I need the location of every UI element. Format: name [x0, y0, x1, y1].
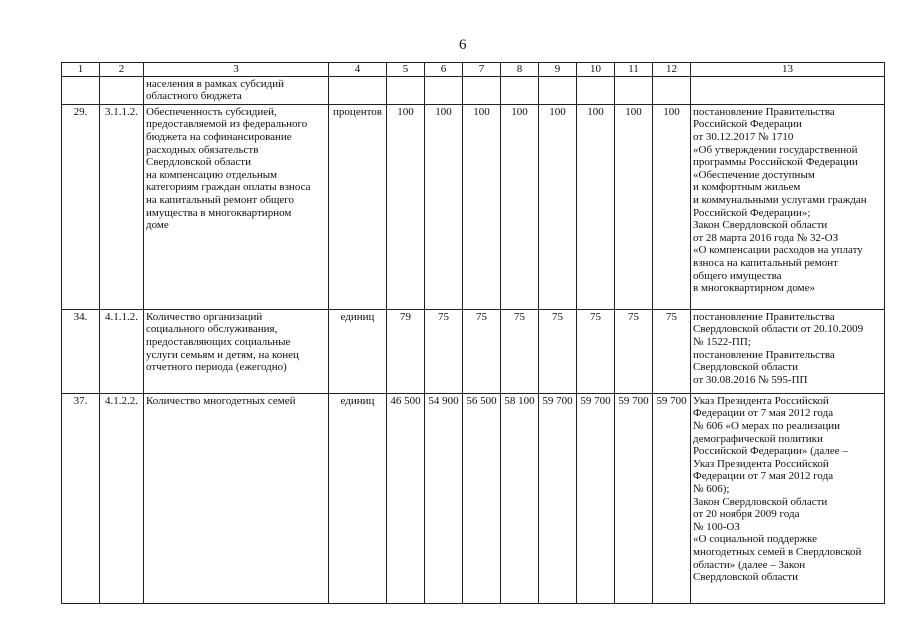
text-line: от 20 ноября 2009 года: [693, 508, 800, 521]
text-line: Свердловской области: [693, 361, 798, 374]
value-cell: 100: [539, 104, 577, 309]
text-line: «О компенсации расходов на уплату: [693, 244, 863, 257]
text-line: демографической политики: [693, 432, 823, 445]
text-line: Российской Федерации: [693, 118, 802, 131]
table-row: [62, 309, 885, 393]
text-line: Свердловской области: [693, 571, 798, 584]
text-line: № 606 «О мерах по реализации: [693, 419, 841, 432]
text-line: от 30.12.2017 № 1710: [693, 130, 794, 143]
value-cell: 75: [425, 309, 463, 393]
text-line: бюджета на софинансирование: [146, 130, 292, 143]
indicator-name-cell: [144, 76, 329, 104]
value-cell: 59 700: [653, 393, 691, 603]
value-cell: 79: [387, 309, 425, 393]
table-row: [62, 393, 885, 603]
text-line: «О социальной поддержке: [693, 533, 818, 546]
text-line: Закон Свердловской области: [693, 219, 828, 232]
text-line: № 100-ОЗ: [693, 520, 740, 533]
text-line: Российской Федерации» (далее –: [693, 445, 848, 458]
text-line: многодетных семей в Свердловской: [693, 545, 862, 558]
text-line: Федерации от 7 мая 2012 года: [693, 470, 834, 483]
text-line: Количество организаций: [146, 310, 263, 323]
source-lines: [693, 311, 882, 387]
indicator-name-cell: [144, 309, 329, 393]
column-number-cell: 3: [144, 63, 329, 77]
value-cell: 75: [577, 309, 615, 393]
text-line: взноса на капитальный ремонт: [693, 256, 838, 269]
value-cell: 75: [539, 309, 577, 393]
text-line: предоставляющих социальные: [146, 335, 291, 348]
column-number-cell: 6: [425, 63, 463, 77]
value-cell: 100: [577, 104, 615, 309]
source-cell: [691, 104, 885, 309]
value-cell: 75: [463, 309, 501, 393]
text-line: «Об утверждении государственной: [693, 143, 858, 156]
text-line: Количество многодетных семей: [146, 394, 296, 407]
indicators-table: [61, 62, 885, 604]
text-line: от 28 марта 2016 года № 32-ОЗ: [693, 231, 839, 244]
value-cell: 100: [615, 104, 653, 309]
column-number-cell: 13: [691, 63, 885, 77]
text-line: в многоквартирном доме»: [693, 282, 815, 295]
text-line: общего имущества: [693, 269, 782, 282]
page-number: 6: [459, 37, 467, 53]
text-line: на компенсацию отдельным: [146, 168, 278, 181]
column-number-header-row: [62, 63, 885, 77]
text-line: от 30.08.2016 № 595-ПП: [693, 373, 808, 386]
indicator-name-cell: [144, 104, 329, 309]
code-cell: 4.1.1.2.: [100, 309, 144, 393]
text-line: расходных обязательств: [146, 143, 259, 156]
text-line: предоставляемой из федерального: [146, 118, 308, 131]
column-number-cell: 2: [100, 63, 144, 77]
source-cell: [691, 393, 885, 603]
text-line: Свердловской области: [146, 156, 251, 169]
text-line: социального обслуживания,: [146, 323, 278, 336]
column-number-cell: 5: [387, 63, 425, 77]
column-number-cell: 1: [62, 63, 100, 77]
value-cell: 75: [653, 309, 691, 393]
row-number-cell: 34.: [62, 309, 100, 393]
unit-cell: единиц: [329, 309, 387, 393]
table-row: [62, 104, 885, 309]
value-cell: 100: [387, 104, 425, 309]
text-line: Указ Президента Российской: [693, 394, 829, 407]
value-cell: 75: [501, 309, 539, 393]
value-cell: 100: [425, 104, 463, 309]
name-lines: [146, 106, 326, 232]
text-line: постановление Правительства: [693, 310, 835, 323]
code-cell: 4.1.2.2.: [100, 393, 144, 603]
value-cell: 46 500: [387, 393, 425, 603]
continuation-row: [62, 76, 885, 104]
column-number-cell: 12: [653, 63, 691, 77]
source-lines: [693, 395, 882, 584]
text-line: постановление Правительства: [693, 348, 835, 361]
value-cell: 56 500: [463, 393, 501, 603]
value-cell: 100: [653, 104, 691, 309]
row-number-cell: 37.: [62, 393, 100, 603]
text-line: Российской Федерации»;: [693, 206, 811, 219]
text-line: и комфортным жильем: [693, 181, 801, 194]
text-line: на капитальный ремонт общего: [146, 193, 295, 206]
text-line: постановление Правительства: [693, 105, 835, 118]
text-line: отчетного периода (ежегодно): [146, 361, 287, 374]
value-cell: 59 700: [539, 393, 577, 603]
name-lines: [146, 395, 326, 408]
name-lines: [146, 311, 326, 374]
value-cell: 54 900: [425, 393, 463, 603]
text-line: «Обеспечение доступным: [693, 168, 815, 181]
text-line: Свердловской области от 20.10.2009: [693, 323, 864, 336]
text-line: категориям граждан оплаты взноса: [146, 181, 311, 194]
source-cell: [691, 309, 885, 393]
text-line: и коммунальными услугами граждан: [693, 193, 867, 206]
text-line: № 1522-ПП;: [693, 335, 751, 348]
text-line: программы Российской Федерации: [693, 156, 858, 169]
text-line: Указ Президента Российской: [693, 457, 829, 470]
text-line: услуги семьям и детям, на конец: [146, 348, 299, 361]
unit-cell: единиц: [329, 393, 387, 603]
column-number-cell: 4: [329, 63, 387, 77]
value-cell: 58 100: [501, 393, 539, 603]
text-line: № 606);: [693, 482, 730, 495]
text-line: населения в рамках субсидий: [146, 77, 285, 90]
value-cell: 59 700: [577, 393, 615, 603]
text-line: имущества в многоквартирном: [146, 206, 292, 219]
text-line: доме: [146, 219, 169, 232]
column-number-cell: 10: [577, 63, 615, 77]
indicator-name-cell: [144, 393, 329, 603]
value-cell: 75: [615, 309, 653, 393]
column-number-cell: 9: [539, 63, 577, 77]
value-cell: 59 700: [615, 393, 653, 603]
text-line: областного бюджета: [146, 90, 242, 103]
name-lines: [146, 78, 326, 103]
column-number-cell: 7: [463, 63, 501, 77]
text-line: Закон Свердловской области: [693, 495, 828, 508]
row-number-cell: 29.: [62, 104, 100, 309]
source-lines: [693, 106, 882, 295]
column-number-cell: 11: [615, 63, 653, 77]
text-line: области» (далее – Закон: [693, 558, 806, 571]
unit-cell: процентов: [329, 104, 387, 309]
text-line: Обеспеченность субсидией,: [146, 105, 277, 118]
value-cell: 100: [463, 104, 501, 309]
text-line: Федерации от 7 мая 2012 года: [693, 407, 834, 420]
value-cell: 100: [501, 104, 539, 309]
code-cell: 3.1.1.2.: [100, 104, 144, 309]
column-number-cell: 8: [501, 63, 539, 77]
